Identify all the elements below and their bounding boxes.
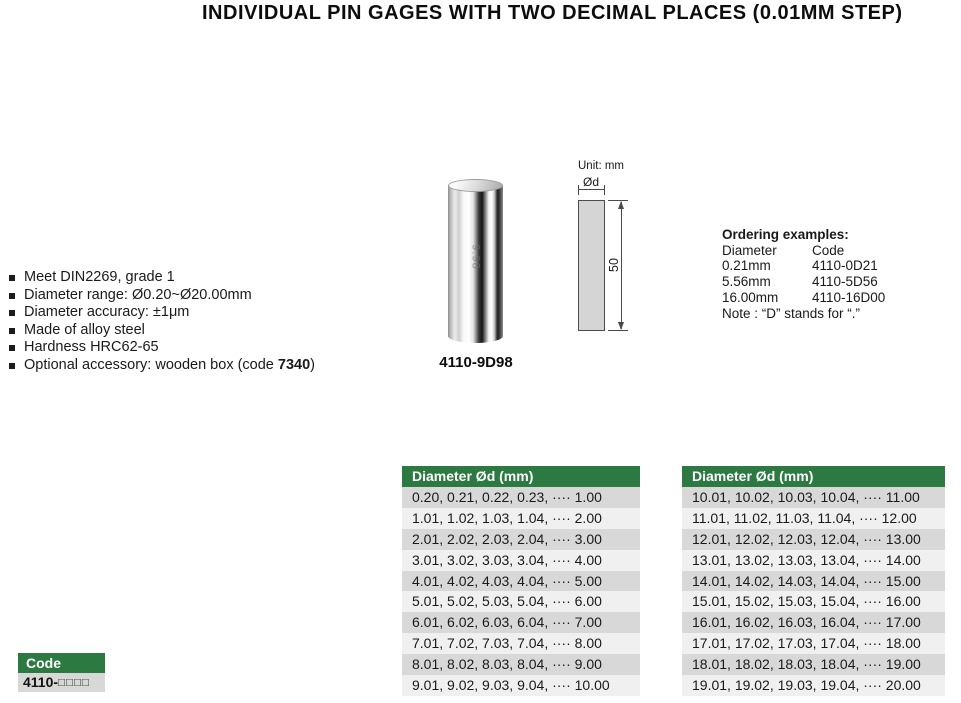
feature-item	[9, 357, 315, 375]
ordering-diameter: 5.56mm	[722, 274, 771, 290]
dimension-tick	[578, 185, 579, 195]
table-row: 3.01, 3.02, 3.03, 3.04, ···· 4.00	[402, 550, 640, 571]
ordering-row	[722, 274, 885, 290]
feature-text: Diameter accuracy: ±1μm	[24, 304, 190, 320]
diameter-table-right	[682, 466, 945, 696]
square-bullet-icon	[9, 310, 15, 316]
square-bullet-icon	[9, 363, 15, 369]
ordering-note: Note : “D” stands for “.”	[722, 305, 861, 321]
diameter-dimension-line	[578, 189, 605, 190]
table-body	[682, 487, 945, 696]
feature-text: Optional accessory: wooden box (code 7340)	[24, 356, 316, 373]
table-body	[402, 487, 640, 696]
length-dimension-label: 50	[607, 258, 621, 272]
feature-item	[9, 322, 315, 340]
ordering-code: 4110-16D00	[812, 289, 886, 305]
ordering-col-diameter: Diameter	[722, 242, 777, 258]
table-row: 15.01, 15.02, 15.03, 15.04, ···· 16.00	[682, 591, 945, 612]
diameter-dimension-label: Ød	[582, 175, 599, 189]
table-row: 4.01, 4.02, 4.03, 4.04, ···· 5.00	[402, 571, 640, 592]
pin-gage-photo	[448, 179, 503, 344]
square-bullet-icon	[9, 293, 15, 299]
table-header: Diameter Ød (mm)	[402, 466, 640, 487]
table-row: 6.01, 6.02, 6.03, 6.04, ···· 7.00	[402, 612, 640, 633]
ordering-col-code: Code	[812, 242, 845, 258]
code-placeholder-squares: □□□□	[58, 677, 90, 689]
square-bullet-icon	[9, 328, 15, 334]
feature-item	[9, 304, 315, 322]
feature-item	[9, 339, 315, 357]
feature-text: Diameter range: Ø0.20~Ø20.00mm	[24, 286, 252, 303]
ordering-examples	[722, 227, 885, 321]
arrow-down-icon	[618, 322, 624, 330]
table-row: 17.01, 17.02, 17.03, 17.04, ···· 18.00	[682, 633, 945, 654]
table-row: 2.01, 2.02, 2.03, 2.04, ···· 3.00	[402, 529, 640, 550]
dimension-tick	[604, 185, 605, 195]
page-title: INDIVIDUAL PIN GAGES WITH TWO DECIMAL PLACES (0.01MM STEP)	[202, 2, 903, 24]
table-row: 8.01, 8.02, 8.03, 8.04, ···· 9.00	[402, 654, 640, 675]
code-box	[18, 653, 105, 692]
code-pattern	[18, 673, 105, 692]
table-row: 1.01, 1.02, 1.03, 1.04, ···· 2.00	[402, 508, 640, 529]
pin-engraved-size: 9.98	[469, 244, 482, 270]
product-code-label: 4110-9D98	[439, 354, 513, 371]
feature-list	[9, 269, 315, 374]
table-row: 13.01, 13.02, 13.03, 13.04, ···· 14.00	[682, 550, 945, 571]
table-row: 18.01, 18.02, 18.03, 18.04, ···· 19.00	[682, 654, 945, 675]
table-row: 9.01, 9.02, 9.03, 9.04, ···· 10.00	[402, 675, 640, 696]
table-header: Diameter Ød (mm)	[682, 466, 945, 487]
table-row: 19.01, 19.02, 19.03, 19.04, ···· 20.00	[682, 675, 945, 696]
table-row: 12.01, 12.02, 12.03, 12.04, ···· 13.00	[682, 529, 945, 550]
extension-line	[608, 330, 628, 331]
code-prefix: 4110-	[23, 674, 59, 690]
pin-top-cap	[448, 179, 503, 192]
table-row: 0.20, 0.21, 0.22, 0.23, ···· 1.00	[402, 487, 640, 508]
ordering-heading: Ordering examples:	[722, 227, 849, 242]
unit-label: Unit: mm	[578, 160, 624, 172]
table-row: 16.01, 16.02, 16.03, 16.04, ···· 17.00	[682, 612, 945, 633]
ordering-row	[722, 258, 885, 274]
arrow-up-icon	[618, 201, 624, 209]
table-row: 10.01, 10.02, 10.03, 10.04, ···· 11.00	[682, 487, 945, 508]
ordering-diameter: 16.00mm	[722, 289, 779, 305]
table-row: 14.01, 14.02, 14.03, 14.04, ···· 15.00	[682, 571, 945, 592]
table-row: 7.01, 7.02, 7.03, 7.04, ···· 8.00	[402, 633, 640, 654]
feature-item	[9, 287, 315, 305]
ordering-code: 4110-5D56	[812, 274, 878, 290]
square-bullet-icon	[9, 345, 15, 351]
pin-outline-drawing	[578, 200, 605, 331]
feature-text: Made of alloy steel	[24, 321, 145, 338]
table-row: 11.01, 11.02, 11.03, 11.04, ···· 12.00	[682, 508, 945, 529]
accessory-code: 7340	[277, 356, 311, 373]
ordering-row	[722, 290, 885, 306]
diameter-table-left	[402, 466, 640, 696]
feature-text: Meet DIN2269, grade 1	[24, 269, 175, 285]
feature-item	[9, 269, 315, 287]
code-box-header: Code	[18, 653, 105, 673]
ordering-code: 4110-0D21	[812, 258, 878, 274]
length-dimension-line	[621, 202, 622, 329]
ordering-diameter: 0.21mm	[722, 258, 771, 274]
ordering-header-row	[722, 243, 885, 259]
feature-text: Hardness HRC62-65	[24, 339, 159, 355]
square-bullet-icon	[9, 275, 15, 281]
table-row: 5.01, 5.02, 5.03, 5.04, ···· 6.00	[402, 591, 640, 612]
